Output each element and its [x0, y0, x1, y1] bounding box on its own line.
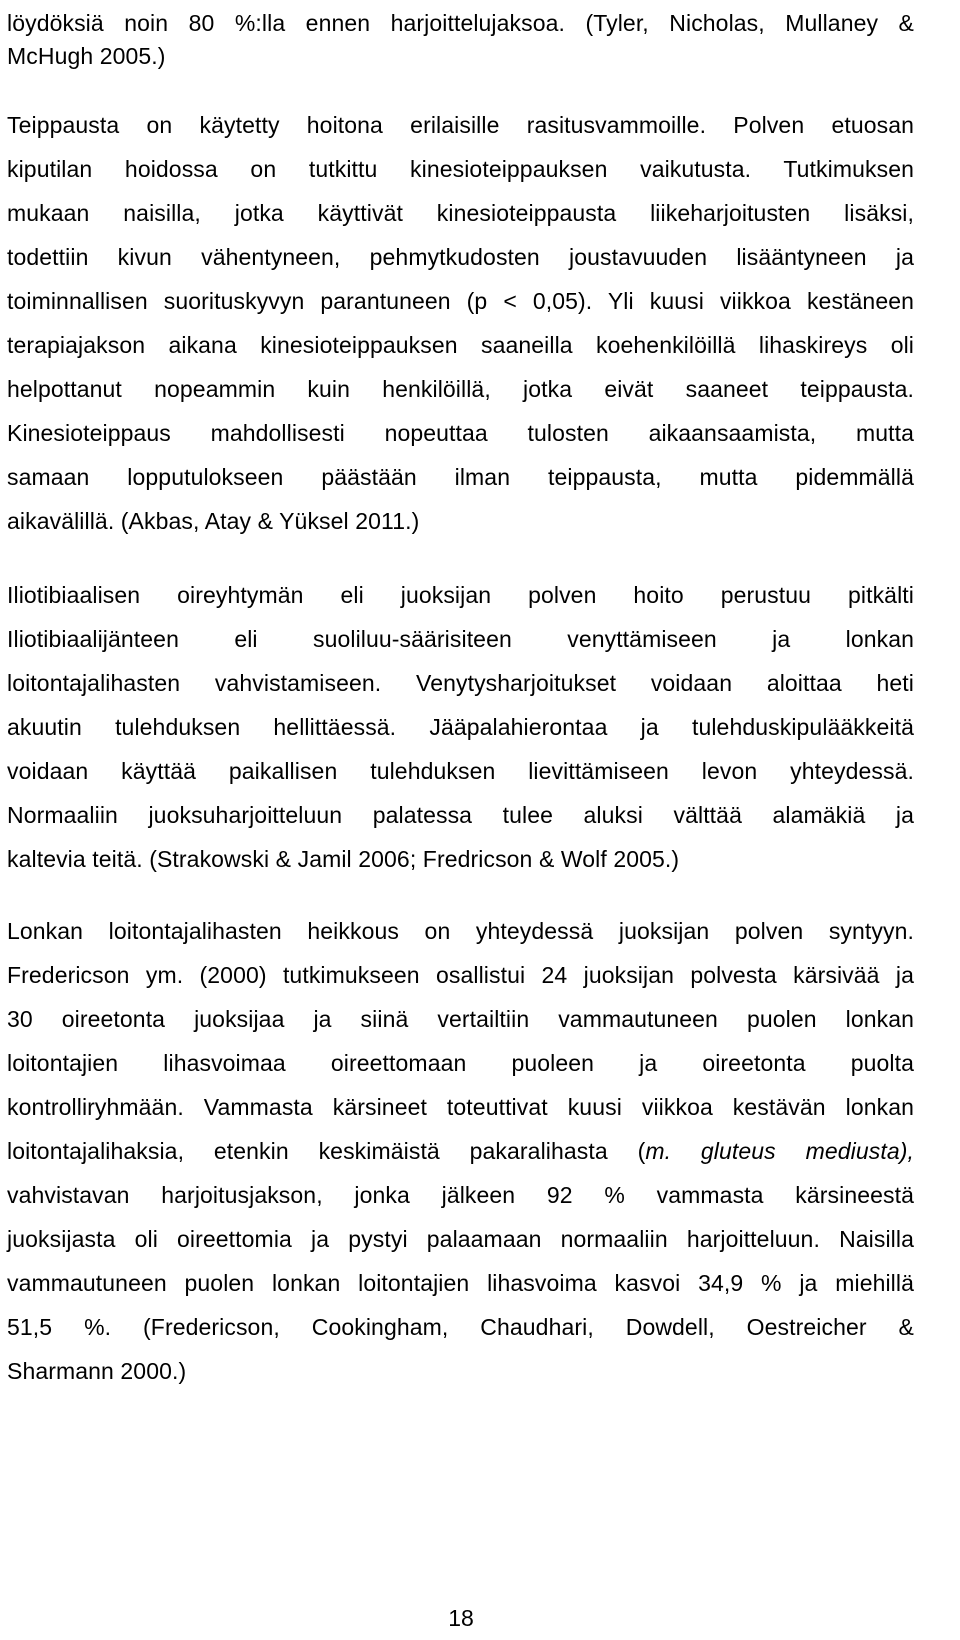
text-line: loitontajalihasten vahvistamiseen. Venytysharjoitukset voidaan aloittaa heti: [7, 670, 914, 696]
text-line: voidaan käyttää paikallisen tulehduksen lievittämiseen levon yhteydessä.: [7, 758, 914, 784]
text-line: kaltevia teitä. (Strakowski & Jamil 2006; Fredricson & Wolf 2005.): [7, 846, 680, 872]
text-line-with-italic: loitontajalihaksia, etenkin keskimäistä pakaralihasta (m. gluteus mediusta),: [7, 1138, 914, 1164]
text-line: loitontajien lihasvoimaa oireettomaan puoleen ja oireetonta puolta: [7, 1050, 914, 1076]
text-line: samaan lopputulokseen päästään ilman teippausta, mutta pidemmällä: [7, 464, 914, 490]
text-line: mukaan naisilla, jotka käyttivät kinesioteippausta liikeharjoitusten lisäksi,: [7, 200, 914, 226]
text-line: aikavälillä. (Akbas, Atay & Yüksel 2011.): [7, 508, 420, 534]
text-line: Iliotibiaalijänteen eli suoliluu-säärisiteen venyttämiseen ja lonkan: [7, 626, 914, 652]
text-line: 51,5 %. (Fredericson, Cookingham, Chaudhari, Dowdell, Oestreicher &: [7, 1314, 914, 1340]
text-line: Iliotibiaalisen oireyhtymän eli juoksijan polven hoito perustuu pitkälti: [7, 582, 914, 608]
text-line: kontrolliryhmään. Vammasta kärsineet toteuttivat kuusi viikkoa kestävän lonkan: [7, 1094, 914, 1120]
text-line: akuutin tulehduksen hellittäessä. Jääpalahierontaa ja tulehduskipulääkkeitä: [7, 714, 914, 740]
text-line: Teippausta on käytetty hoitona erilaisille rasitusvammoille. Polven etuosan: [7, 112, 914, 138]
text-line: vammautuneen puolen lonkan loitontajien lihasvoima kasvoi 34,9 % ja miehillä: [7, 1270, 914, 1296]
text-line: McHugh 2005.): [7, 43, 166, 69]
text-line: Kinesioteippaus mahdollisesti nopeuttaa tulosten aikaansaamista, mutta: [7, 420, 914, 446]
text-line: helpottanut nopeammin kuin henkilöillä, jotka eivät saaneet teippausta.: [7, 376, 914, 402]
text-line: Normaaliin juoksuharjoitteluun palatessa tulee aluksi välttää alamäkiä ja: [7, 802, 914, 828]
text-line: vahvistavan harjoitusjakson, jonka jälkeen 92 % vammasta kärsineestä: [7, 1182, 914, 1208]
text-line: toiminnallisen suorituskyvyn parantuneen (p < 0,05). Yli kuusi viikkoa kestäneen: [7, 288, 914, 314]
text-line: 30 oireetonta juoksijaa ja siinä vertailtiin vammautuneen puolen lonkan: [7, 1006, 914, 1032]
text-line: löydöksiä noin 80 %:lla ennen harjoittelujaksoa. (Tyler, Nicholas, Mullaney &: [7, 10, 914, 36]
text-line: todettiin kivun vähentyneen, pehmytkudosten joustavuuden lisääntyneen ja: [7, 244, 914, 270]
text-line: Fredericson ym. (2000) tutkimukseen osallistui 24 juoksijan polvesta kärsivää ja: [7, 962, 914, 988]
italic-term: m. gluteus mediusta),: [645, 1138, 914, 1164]
page-number: 18: [448, 1605, 474, 1631]
text-line: Lonkan loitontajalihasten heikkous on yhteydessä juoksijan polven syntyyn.: [7, 918, 914, 944]
text-line: kiputilan hoidossa on tutkittu kinesioteippauksen vaikutusta. Tutkimuksen: [7, 156, 914, 182]
text-line: terapiajakson aikana kinesioteippauksen saaneilla koehenkilöillä lihaskireys oli: [7, 332, 914, 358]
text-line: Sharmann 2000.): [7, 1358, 187, 1384]
text-line: juoksijasta oli oireettomia ja pystyi palaamaan normaaliin harjoitteluun. Naisilla: [7, 1226, 914, 1252]
